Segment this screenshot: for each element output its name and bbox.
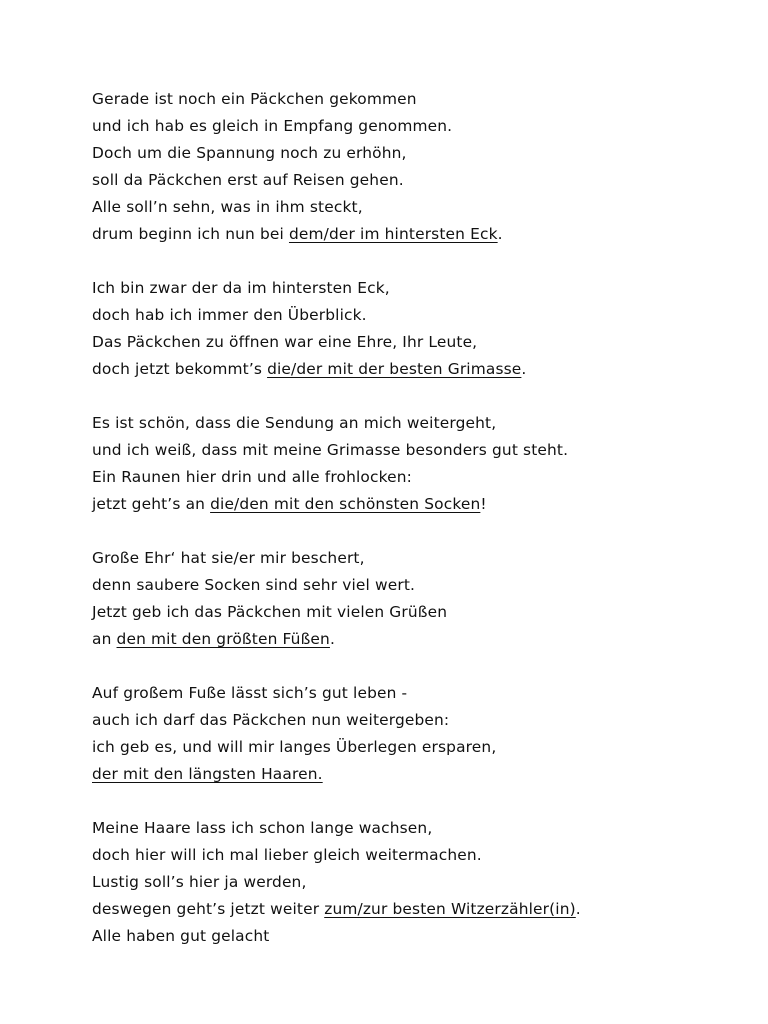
poem-line [92,842,732,869]
poem-stanza [92,275,732,383]
line-text: drum beginn ich nun bei [92,225,289,243]
line-text: soll da Päckchen erst auf Reisen gehen. [92,171,404,189]
line-text: Gerade ist noch ein Päckchen gekommen [92,90,417,108]
line-text: Ich bin zwar der da im hintersten Eck, [92,279,390,297]
line-text: Ein Raunen hier drin und alle frohlocken: [92,468,412,486]
line-text: Alle soll’n sehn, was in ihm steckt, [92,198,363,216]
line-text: Es ist schön, dass die Sendung an mich weitergeht, [92,414,497,432]
line-text: Das Päckchen zu öffnen war eine Ehre, Ihr Leute, [92,333,478,351]
poem-stanza [92,680,732,788]
poem-line [92,275,732,302]
underlined-recipient: zum/zur besten Witzerzähler(in) [324,900,576,918]
line-text: jetzt geht’s an [92,495,211,513]
underlined-recipient: der mit den längsten Haaren. [92,765,323,783]
line-text: Auf großem Fuße lässt sich’s gut leben - [92,684,408,702]
line-punctuation: . [521,360,527,378]
line-text: Jetzt geb ich das Päckchen mit vielen Grüßen [92,603,448,621]
line-text: doch hab ich immer den Überblick. [92,306,367,324]
poem-line [92,194,732,221]
line-punctuation: . [329,630,335,648]
poem-line [92,491,732,518]
poem-stanza [92,86,732,248]
poem-line [92,680,732,707]
poem-line [92,167,732,194]
poem-document [92,86,732,977]
poem-line [92,734,732,761]
poem-line [92,896,732,923]
poem-stanza [92,410,732,518]
underlined-recipient: den mit den größten Füßen [116,630,330,648]
poem-line [92,869,732,896]
line-punctuation: . [497,225,503,243]
poem-line [92,599,732,626]
poem-line [92,86,732,113]
line-text: Alle haben gut gelacht [92,927,270,945]
poem-line [92,545,732,572]
underlined-recipient: dem/der im hintersten Eck [288,225,498,243]
underlined-recipient: die/den mit den schönsten Socken [210,495,481,513]
poem-line [92,626,732,653]
poem-line [92,410,732,437]
poem-line [92,464,732,491]
poem-line [92,302,732,329]
line-text: Große Ehr‘ hat sie/er mir beschert, [92,549,365,567]
poem-stanza [92,815,732,950]
poem-line [92,572,732,599]
line-text: ich geb es, und will mir langes Überlegen ersparen, [92,738,497,756]
line-text: Meine Haare lass ich schon lange wachsen, [92,819,433,837]
poem-line [92,329,732,356]
line-punctuation: ! [480,495,487,513]
poem-line [92,113,732,140]
underlined-recipient: die/der mit der besten Grimasse [267,360,522,378]
line-text: und ich hab es gleich in Empfang genommen. [92,117,453,135]
poem-stanza [92,545,732,653]
line-text: doch hier will ich mal lieber gleich weitermachen. [92,846,482,864]
line-text: auch ich darf das Päckchen nun weitergeben: [92,711,450,729]
poem-line [92,140,732,167]
poem-line [92,815,732,842]
line-text: an [92,630,117,648]
poem-line [92,761,732,788]
poem-line [92,923,732,950]
poem-line [92,356,732,383]
poem-line [92,437,732,464]
line-text: und ich weiß, dass mit meine Grimasse besonders gut steht. [92,441,569,459]
poem-line [92,221,732,248]
line-text: Doch um die Spannung noch zu erhöhn, [92,144,407,162]
line-text: denn saubere Socken sind sehr viel wert. [92,576,416,594]
line-text: deswegen geht’s jetzt weiter [92,900,325,918]
line-text: Lustig soll’s hier ja werden, [92,873,307,891]
line-text: doch jetzt bekommt’s [92,360,268,378]
line-punctuation: . [575,900,581,918]
poem-line [92,707,732,734]
